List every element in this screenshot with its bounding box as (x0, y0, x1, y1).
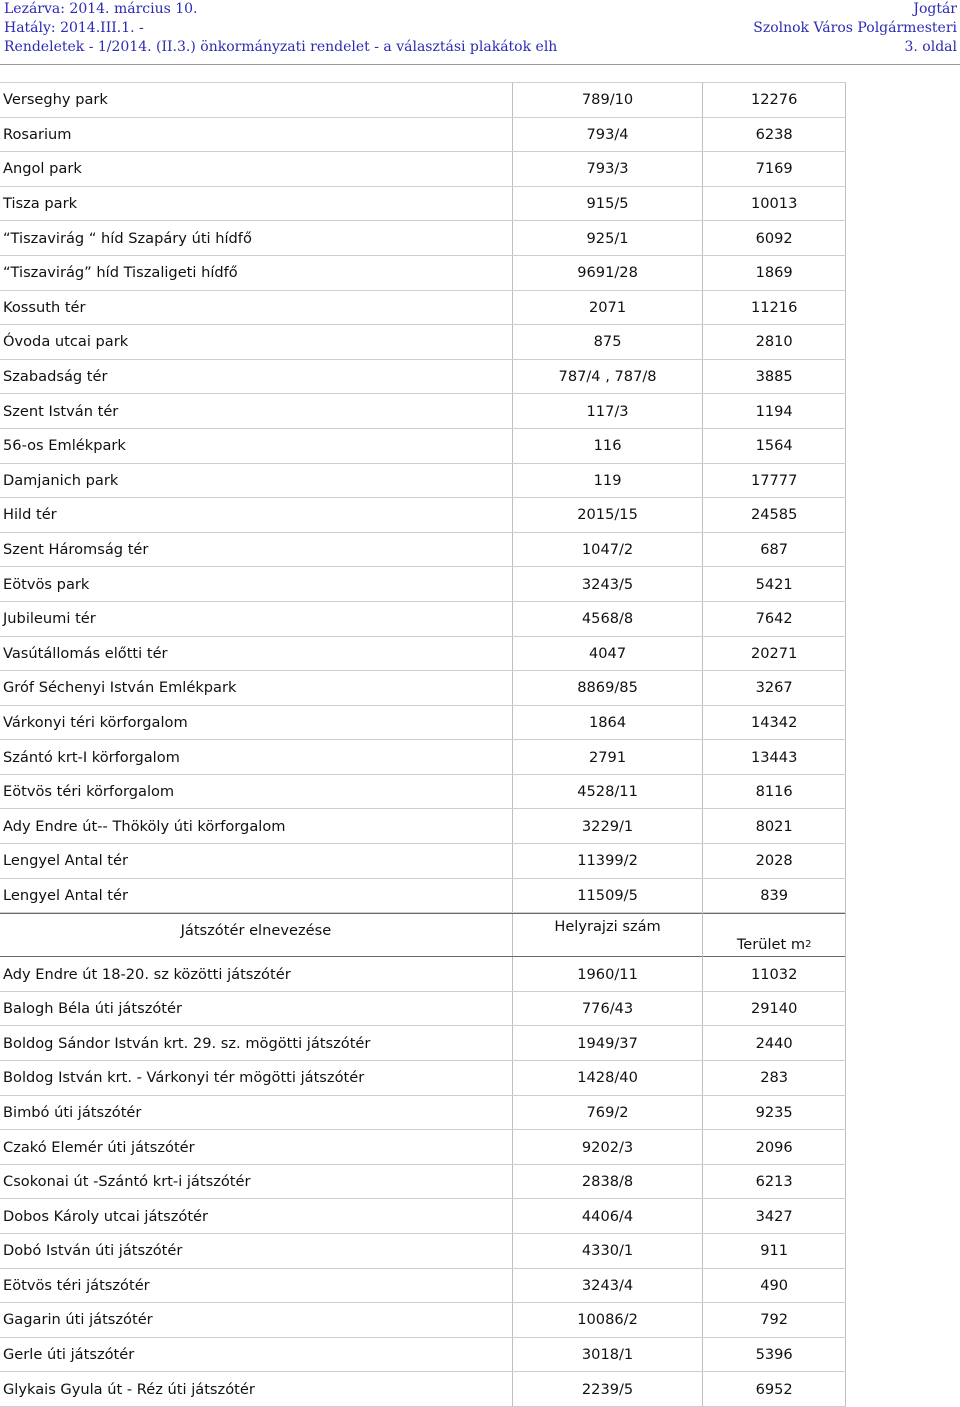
park-row (0, 775, 846, 810)
cell-hrsz: 925/1 (513, 221, 704, 255)
cell-hrsz: 4568/8 (513, 602, 704, 636)
cell-hrsz: 1960/11 (513, 957, 704, 991)
cell-area: 5421 (703, 567, 846, 601)
cell-name: Csokonai út -Szántó krt-i játszótér (0, 1165, 513, 1199)
cell-name: Angol park (0, 152, 513, 186)
cell-name: Rosarium (0, 118, 513, 152)
cell-hrsz: 119 (513, 464, 704, 498)
cell-area: 8116 (703, 775, 846, 809)
park-row (0, 291, 846, 326)
playground-row (0, 1338, 846, 1373)
cell-hrsz: 1047/2 (513, 533, 704, 567)
cell-hrsz: 3243/5 (513, 567, 704, 601)
cell-area: 3427 (703, 1199, 846, 1233)
cell-area: 29140 (703, 992, 846, 1026)
cell-name: Gróf Séchenyi István Emlékpark (0, 671, 513, 705)
cell-area: 6092 (703, 221, 846, 255)
cell-hrsz: 3229/1 (513, 809, 704, 843)
cell-hrsz: 787/4 , 787/8 (513, 360, 704, 394)
cell-area: 1194 (703, 394, 846, 428)
header-closed-date: Lezárva: 2014. március 10. (4, 1, 198, 17)
playground-row (0, 1096, 846, 1131)
cell-hrsz: 117/3 (513, 394, 704, 428)
park-row (0, 325, 846, 360)
header-effect-date: Hatály: 2014.III.1. - (4, 20, 144, 36)
park-row (0, 879, 846, 914)
cell-area: 9235 (703, 1096, 846, 1130)
cell-hrsz: 2838/8 (513, 1165, 704, 1199)
cell-area: 12276 (703, 83, 846, 117)
playground-row (0, 957, 846, 992)
cell-name: Boldog Sándor István krt. 29. sz. mögötti játszótér (0, 1026, 513, 1060)
playground-row (0, 992, 846, 1027)
park-row (0, 740, 846, 775)
playground-header-row (0, 913, 846, 957)
column-header-hrsz: Helyrajzi szám (513, 910, 704, 960)
cell-hrsz: 11509/5 (513, 879, 704, 913)
cell-name: Dobó István úti játszótér (0, 1234, 513, 1268)
cell-name: Kossuth tér (0, 291, 513, 325)
park-row (0, 152, 846, 187)
cell-hrsz: 9202/3 (513, 1130, 704, 1164)
header-source: Jogtár (913, 1, 957, 17)
cell-name: Várkonyi téri körforgalom (0, 706, 513, 740)
park-row (0, 844, 846, 879)
playground-row (0, 1303, 846, 1338)
cell-hrsz: 116 (513, 429, 704, 463)
playground-row (0, 1234, 846, 1269)
cell-name: Lengyel Antal tér (0, 879, 513, 913)
cell-area: 6952 (703, 1372, 846, 1406)
cell-hrsz: 2239/5 (513, 1372, 704, 1406)
playground-row (0, 1372, 846, 1407)
column-header-area (703, 911, 846, 959)
cell-name: Balogh Béla úti játszótér (0, 992, 513, 1026)
park-row (0, 602, 846, 637)
cell-area: 3885 (703, 360, 846, 394)
cell-area: 13443 (703, 740, 846, 774)
cell-hrsz: 4047 (513, 637, 704, 671)
cell-area: 283 (703, 1061, 846, 1095)
cell-area: 6238 (703, 118, 846, 152)
cell-name: Bimbó úti játszótér (0, 1096, 513, 1130)
cell-name: Eötvös téri körforgalom (0, 775, 513, 809)
cell-name: Óvoda utcai park (0, 325, 513, 359)
cell-name: Czakó Elemér úti játszótér (0, 1130, 513, 1164)
playground-row (0, 1130, 846, 1165)
park-row (0, 706, 846, 741)
column-header-area-label: Terület m (736, 936, 806, 954)
cell-hrsz: 3018/1 (513, 1338, 704, 1372)
park-row (0, 567, 846, 602)
cell-name: “Tiszavirág “ híd Szapáry úti hídfő (0, 221, 513, 255)
park-row (0, 360, 846, 395)
park-row (0, 671, 846, 706)
cell-name: Szabadság tér (0, 360, 513, 394)
cell-area: 2096 (703, 1130, 846, 1164)
cell-area: 792 (703, 1303, 846, 1337)
cell-hrsz: 11399/2 (513, 844, 704, 878)
cell-hrsz: 2015/15 (513, 498, 704, 532)
cell-name: Jubileumi tér (0, 602, 513, 636)
cell-hrsz: 4528/11 (513, 775, 704, 809)
cell-hrsz: 1864 (513, 706, 704, 740)
cell-name: Verseghy park (0, 83, 513, 117)
cell-name: Vasútállomás előtti tér (0, 637, 513, 671)
cell-name: Gerle úti játszótér (0, 1338, 513, 1372)
park-row (0, 464, 846, 499)
cell-name: Boldog István krt. - Várkonyi tér mögötti játszótér (0, 1061, 513, 1095)
cell-area: 8021 (703, 809, 846, 843)
cell-name: Lengyel Antal tér (0, 844, 513, 878)
cell-area: 11032 (703, 957, 846, 991)
park-row (0, 637, 846, 672)
cell-hrsz: 4406/4 (513, 1199, 704, 1233)
cell-hrsz: 2071 (513, 291, 704, 325)
area-table (0, 82, 846, 1407)
park-row (0, 429, 846, 464)
park-row (0, 187, 846, 222)
cell-hrsz: 789/10 (513, 83, 704, 117)
cell-name: Szántó krt-I körforgalom (0, 740, 513, 774)
park-row (0, 533, 846, 568)
cell-name: Ady Endre út-- Thököly úti körforgalom (0, 809, 513, 843)
column-header-name: Játszótér elnevezése (0, 914, 513, 956)
cell-area: 839 (703, 879, 846, 913)
cell-name: Tisza park (0, 187, 513, 221)
cell-area: 14342 (703, 706, 846, 740)
header-left (4, 0, 557, 57)
cell-hrsz: 1949/37 (513, 1026, 704, 1060)
cell-area: 687 (703, 533, 846, 567)
playground-row (0, 1061, 846, 1096)
cell-area: 3267 (703, 671, 846, 705)
cell-name: 56-os Emlékpark (0, 429, 513, 463)
cell-hrsz: 8869/85 (513, 671, 704, 705)
cell-area: 20271 (703, 637, 846, 671)
playground-row (0, 1165, 846, 1200)
cell-area: 911 (703, 1234, 846, 1268)
cell-hrsz: 776/43 (513, 992, 704, 1026)
header-divider (0, 64, 960, 65)
header-regulation-title: Rendeletek - 1/2014. (II.3.) önkormányzati rendelet - a választási plakátok elh (4, 39, 558, 55)
cell-area: 6213 (703, 1165, 846, 1199)
cell-hrsz: 915/5 (513, 187, 704, 221)
park-row (0, 498, 846, 533)
cell-hrsz: 1428/40 (513, 1061, 704, 1095)
park-row (0, 118, 846, 153)
cell-area: 24585 (703, 498, 846, 532)
playgrounds-section (0, 957, 846, 1407)
park-row (0, 221, 846, 256)
playground-row (0, 1026, 846, 1061)
cell-name: Eötvös park (0, 567, 513, 601)
cell-area: 490 (703, 1269, 846, 1303)
cell-hrsz: 793/3 (513, 152, 704, 186)
cell-hrsz: 10086/2 (513, 1303, 704, 1337)
cell-area: 2440 (703, 1026, 846, 1060)
cell-hrsz: 2791 (513, 740, 704, 774)
cell-area: 1564 (703, 429, 846, 463)
park-row (0, 809, 846, 844)
cell-name: Eötvös téri játszótér (0, 1269, 513, 1303)
park-row (0, 256, 846, 291)
park-row (0, 83, 846, 118)
cell-name: Szent Háromság tér (0, 533, 513, 567)
header-right (753, 0, 957, 57)
cell-name: Dobos Károly utcai játszótér (0, 1199, 513, 1233)
cell-area: 11216 (703, 291, 846, 325)
header-page-number: 3. oldal (904, 39, 957, 55)
park-row (0, 394, 846, 429)
cell-name: Gagarin úti játszótér (0, 1303, 513, 1337)
cell-name: Ady Endre út 18-20. sz közötti játszótér (0, 957, 513, 991)
cell-name: Hild tér (0, 498, 513, 532)
column-header-area-unit-exponent: 2 (805, 939, 812, 951)
page-header (0, 0, 960, 66)
cell-area: 17777 (703, 464, 846, 498)
cell-name: “Tiszavirág” híd Tiszaligeti hídfő (0, 256, 513, 290)
playground-row (0, 1269, 846, 1304)
cell-area: 5396 (703, 1338, 846, 1372)
header-issuer: Szolnok Város Polgármesteri (753, 20, 957, 36)
cell-area: 7642 (703, 602, 846, 636)
cell-hrsz: 793/4 (513, 118, 704, 152)
cell-name: Szent István tér (0, 394, 513, 428)
cell-hrsz: 875 (513, 325, 704, 359)
cell-hrsz: 9691/28 (513, 256, 704, 290)
cell-area: 1869 (703, 256, 846, 290)
playground-row (0, 1199, 846, 1234)
parks-section (0, 82, 846, 913)
cell-area: 2028 (703, 844, 846, 878)
cell-area: 10013 (703, 187, 846, 221)
cell-hrsz: 3243/4 (513, 1269, 704, 1303)
cell-area: 2810 (703, 325, 846, 359)
cell-hrsz: 769/2 (513, 1096, 704, 1130)
cell-hrsz: 4330/1 (513, 1234, 704, 1268)
cell-name: Glykais Gyula út - Réz úti játszótér (0, 1372, 513, 1406)
cell-area: 7169 (703, 152, 846, 186)
cell-name: Damjanich park (0, 464, 513, 498)
